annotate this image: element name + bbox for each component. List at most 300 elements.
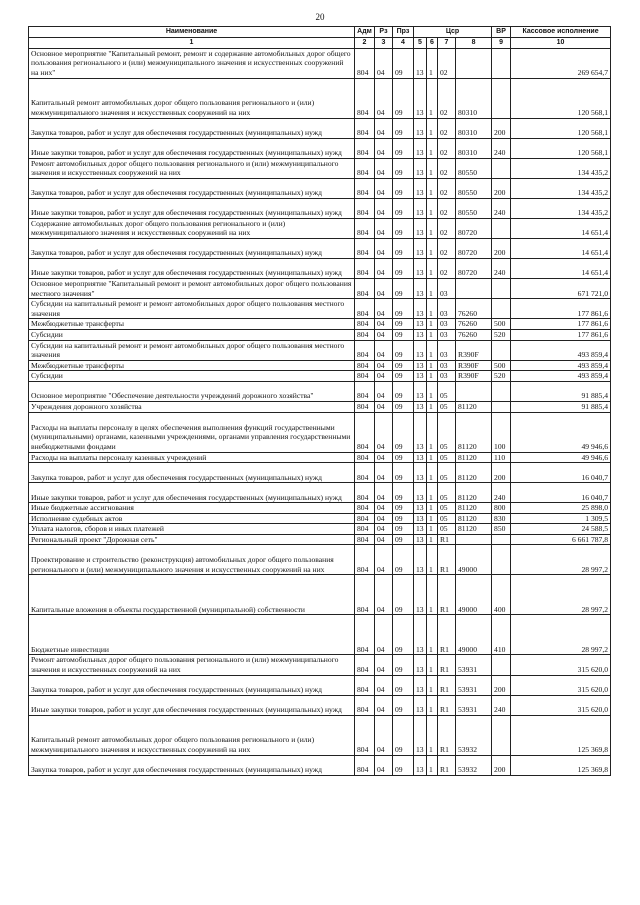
prz-code: 09	[393, 319, 414, 330]
prz-code: 09	[393, 483, 414, 503]
header-cash-execution: Кассовое исполнение	[511, 27, 611, 38]
csr-direction: 49000	[456, 615, 492, 655]
csr-event: 03	[438, 371, 456, 382]
prz-code: 09	[393, 238, 414, 258]
rz-code: 04	[375, 715, 393, 755]
table-row	[29, 319, 611, 330]
table-row	[29, 78, 611, 118]
prz-code: 09	[393, 299, 414, 319]
csr-direction	[456, 381, 492, 401]
adm-code: 804	[355, 452, 375, 463]
row-name: Ремонт автомобильных дорог общего пользования регионального и (или) межмуниципального значения и искусственных сооружений на них	[29, 655, 355, 675]
csr-direction	[456, 48, 492, 78]
vr-code: 240	[492, 258, 511, 278]
csr-event: 03	[438, 329, 456, 340]
csr-program: 13	[414, 503, 427, 514]
csr-direction: 76260	[456, 319, 492, 330]
csr-event: R1	[438, 755, 456, 775]
adm-code: 804	[355, 675, 375, 695]
csr-direction: 80310	[456, 138, 492, 158]
prz-code: 09	[393, 524, 414, 535]
vr-code: 240	[492, 198, 511, 218]
column-number: 4	[393, 38, 414, 49]
vr-code	[492, 545, 511, 575]
csr-direction: 49000	[456, 575, 492, 615]
csr-subprogram: 1	[427, 463, 438, 483]
cash-execution-amount: 177 861,6	[511, 299, 611, 319]
csr-program: 13	[414, 371, 427, 382]
csr-program: 13	[414, 278, 427, 298]
vr-code	[492, 534, 511, 545]
csr-event: R1	[438, 545, 456, 575]
prz-code: 09	[393, 118, 414, 138]
table-row	[29, 655, 611, 675]
csr-subprogram: 1	[427, 329, 438, 340]
csr-subprogram: 1	[427, 340, 438, 360]
csr-subprogram: 1	[427, 755, 438, 775]
cash-execution-amount: 134 435,2	[511, 198, 611, 218]
csr-event: 02	[438, 258, 456, 278]
csr-event: R1	[438, 675, 456, 695]
cash-execution-amount: 315 620,0	[511, 675, 611, 695]
table-row	[29, 381, 611, 401]
table-row	[29, 401, 611, 412]
adm-code: 804	[355, 695, 375, 715]
csr-subprogram: 1	[427, 483, 438, 503]
vr-code: 200	[492, 675, 511, 695]
rz-code: 04	[375, 258, 393, 278]
csr-direction: 81120	[456, 524, 492, 535]
cash-execution-amount: 134 435,2	[511, 178, 611, 198]
vr-code: 410	[492, 615, 511, 655]
csr-event: 02	[438, 138, 456, 158]
table-row	[29, 452, 611, 463]
adm-code: 804	[355, 715, 375, 755]
header-vr: ВР	[492, 27, 511, 38]
cash-execution-amount: 25 898,0	[511, 503, 611, 514]
column-number: 10	[511, 38, 611, 49]
cash-execution-amount: 134 435,2	[511, 158, 611, 178]
header-name: Наименование	[29, 27, 355, 38]
adm-code: 804	[355, 371, 375, 382]
csr-event: 05	[438, 401, 456, 412]
csr-program: 13	[414, 715, 427, 755]
csr-direction: R390F	[456, 371, 492, 382]
cash-execution-amount: 177 861,6	[511, 329, 611, 340]
adm-code: 804	[355, 575, 375, 615]
csr-direction: 81120	[456, 452, 492, 463]
table-row	[29, 715, 611, 755]
prz-code: 09	[393, 278, 414, 298]
vr-code	[492, 655, 511, 675]
csr-event: 03	[438, 340, 456, 360]
header-adm: Адм	[355, 27, 375, 38]
vr-code: 850	[492, 524, 511, 535]
rz-code: 04	[375, 319, 393, 330]
table-row	[29, 695, 611, 715]
cash-execution-amount: 493 859,4	[511, 360, 611, 371]
column-number: 2	[355, 38, 375, 49]
csr-program: 13	[414, 412, 427, 452]
rz-code: 04	[375, 198, 393, 218]
csr-event: 05	[438, 483, 456, 503]
csr-direction: 53932	[456, 715, 492, 755]
cash-execution-amount: 24 588,5	[511, 524, 611, 535]
csr-direction: 81120	[456, 463, 492, 483]
cash-execution-amount: 315 620,0	[511, 695, 611, 715]
csr-direction: 80720	[456, 238, 492, 258]
vr-code: 240	[492, 483, 511, 503]
csr-program: 13	[414, 401, 427, 412]
csr-direction: 80550	[456, 198, 492, 218]
adm-code: 804	[355, 401, 375, 412]
prz-code: 09	[393, 503, 414, 514]
vr-code: 110	[492, 452, 511, 463]
adm-code: 804	[355, 755, 375, 775]
adm-code: 804	[355, 178, 375, 198]
csr-program: 13	[414, 545, 427, 575]
row-name: Расходы на выплаты персоналу казенных учреждений	[29, 452, 355, 463]
prz-code: 09	[393, 138, 414, 158]
row-name: Межбюджетные трансферты	[29, 319, 355, 330]
adm-code: 804	[355, 360, 375, 371]
row-name: Основное мероприятие "Обеспечение деятельности учреждений дорожного хозяйства"	[29, 381, 355, 401]
csr-subprogram: 1	[427, 78, 438, 118]
row-name: Основное мероприятие "Капитальный ремонт, ремонт и содержание автомобильных дорог общего пользования регионального и (или) межмуниципального значения и искусственных сооружений на них"	[29, 48, 355, 78]
adm-code: 804	[355, 655, 375, 675]
csr-program: 13	[414, 319, 427, 330]
csr-subprogram: 1	[427, 278, 438, 298]
vr-code: 200	[492, 463, 511, 483]
vr-code	[492, 158, 511, 178]
table-row	[29, 360, 611, 371]
header-rz: Рз	[375, 27, 393, 38]
adm-code: 804	[355, 615, 375, 655]
vr-code	[492, 340, 511, 360]
csr-subprogram: 1	[427, 238, 438, 258]
prz-code: 09	[393, 198, 414, 218]
csr-program: 13	[414, 463, 427, 483]
csr-event: 05	[438, 452, 456, 463]
column-number: 8	[456, 38, 492, 49]
csr-event: 02	[438, 238, 456, 258]
csr-subprogram: 1	[427, 138, 438, 158]
header-prz: Прз	[393, 27, 414, 38]
csr-subprogram: 1	[427, 48, 438, 78]
csr-direction: 81120	[456, 503, 492, 514]
column-number: 6	[427, 38, 438, 49]
csr-subprogram: 1	[427, 118, 438, 138]
cash-execution-amount: 269 654,7	[511, 48, 611, 78]
table-row	[29, 238, 611, 258]
prz-code: 09	[393, 695, 414, 715]
vr-code: 500	[492, 319, 511, 330]
prz-code: 09	[393, 675, 414, 695]
adm-code: 804	[355, 278, 375, 298]
cash-execution-amount: 91 885,4	[511, 401, 611, 412]
table-row	[29, 158, 611, 178]
csr-subprogram: 1	[427, 412, 438, 452]
rz-code: 04	[375, 513, 393, 524]
csr-event: 03	[438, 360, 456, 371]
row-name: Иные бюджетные ассигнования	[29, 503, 355, 514]
prz-code: 09	[393, 715, 414, 755]
csr-subprogram: 1	[427, 524, 438, 535]
adm-code: 804	[355, 463, 375, 483]
column-number: 1	[29, 38, 355, 49]
csr-program: 13	[414, 299, 427, 319]
rz-code: 04	[375, 575, 393, 615]
csr-event: R1	[438, 715, 456, 755]
csr-event: 03	[438, 319, 456, 330]
adm-code: 804	[355, 329, 375, 340]
row-name: Уплата налогов, сборов и иных платежей	[29, 524, 355, 535]
adm-code: 804	[355, 545, 375, 575]
row-name: Капитальный ремонт автомобильных дорог общего пользования регионального и (или) межмуниципального значения и искусственных сооружений на них	[29, 715, 355, 755]
csr-subprogram: 1	[427, 319, 438, 330]
csr-subprogram: 1	[427, 258, 438, 278]
table-row	[29, 258, 611, 278]
rz-code: 04	[375, 615, 393, 655]
cash-execution-amount: 16 040,7	[511, 483, 611, 503]
row-name: Субсидии	[29, 329, 355, 340]
column-number-row	[29, 38, 611, 49]
csr-subprogram: 1	[427, 575, 438, 615]
vr-code	[492, 278, 511, 298]
row-name: Закупка товаров, работ и услуг для обеспечения государственных (муниципальных) нужд	[29, 675, 355, 695]
row-name: Иные закупки товаров, работ и услуг для обеспечения государственных (муниципальных) нужд	[29, 138, 355, 158]
csr-event: R1	[438, 534, 456, 545]
rz-code: 04	[375, 178, 393, 198]
adm-code: 804	[355, 258, 375, 278]
adm-code: 804	[355, 340, 375, 360]
csr-program: 13	[414, 48, 427, 78]
csr-event: 05	[438, 381, 456, 401]
csr-subprogram: 1	[427, 503, 438, 514]
csr-program: 13	[414, 118, 427, 138]
row-name: Закупка товаров, работ и услуг для обеспечения государственных (муниципальных) нужд	[29, 178, 355, 198]
csr-program: 13	[414, 158, 427, 178]
prz-code: 09	[393, 371, 414, 382]
adm-code: 804	[355, 218, 375, 238]
csr-direction: 81120	[456, 513, 492, 524]
row-name: Расходы на выплаты персоналу в целях обеспечения выполнения функций государственными (муниципальными) органами, казенными учреждениями, органами управления государственными внебюджетными фондами	[29, 412, 355, 452]
cash-execution-amount: 28 997,2	[511, 615, 611, 655]
cash-execution-amount: 16 040,7	[511, 463, 611, 483]
cash-execution-amount: 28 997,2	[511, 545, 611, 575]
row-name: Иные закупки товаров, работ и услуг для обеспечения государственных (муниципальных) нужд	[29, 483, 355, 503]
csr-direction: 80550	[456, 158, 492, 178]
csr-event: R1	[438, 655, 456, 675]
table-row	[29, 329, 611, 340]
csr-event: 02	[438, 178, 456, 198]
table-row	[29, 615, 611, 655]
csr-event: 02	[438, 158, 456, 178]
adm-code: 804	[355, 138, 375, 158]
csr-direction: 81120	[456, 412, 492, 452]
vr-code: 200	[492, 238, 511, 258]
vr-code: 830	[492, 513, 511, 524]
prz-code: 09	[393, 78, 414, 118]
cash-execution-amount: 49 946,6	[511, 412, 611, 452]
csr-subprogram: 1	[427, 401, 438, 412]
csr-direction: 80720	[456, 258, 492, 278]
table-row	[29, 524, 611, 535]
csr-event: R1	[438, 695, 456, 715]
table-row	[29, 340, 611, 360]
row-name: Проектирование и строительство (реконструкция) автомобильных дорог общего пользования регионального и (или) межмуниципального значения и искусственных сооружений на них	[29, 545, 355, 575]
page-number: 20	[315, 12, 325, 22]
prz-code: 09	[393, 655, 414, 675]
csr-direction: 81120	[456, 401, 492, 412]
prz-code: 09	[393, 158, 414, 178]
adm-code: 804	[355, 483, 375, 503]
vr-code: 200	[492, 118, 511, 138]
csr-program: 13	[414, 360, 427, 371]
vr-code: 520	[492, 371, 511, 382]
row-name: Субсидии на капитальный ремонт и ремонт автомобильных дорог общего пользования местного значения	[29, 299, 355, 319]
cash-execution-amount: 28 997,2	[511, 575, 611, 615]
csr-program: 13	[414, 675, 427, 695]
csr-event: R1	[438, 575, 456, 615]
table-row	[29, 299, 611, 319]
csr-direction: R390F	[456, 360, 492, 371]
csr-direction: 80310	[456, 118, 492, 138]
row-name: Иные закупки товаров, работ и услуг для обеспечения государственных (муниципальных) нужд	[29, 258, 355, 278]
csr-subprogram: 1	[427, 371, 438, 382]
csr-program: 13	[414, 655, 427, 675]
adm-code: 804	[355, 238, 375, 258]
csr-subprogram: 1	[427, 299, 438, 319]
csr-subprogram: 1	[427, 534, 438, 545]
csr-direction: 53931	[456, 655, 492, 675]
csr-program: 13	[414, 340, 427, 360]
cash-execution-amount: 14 651,4	[511, 238, 611, 258]
rz-code: 04	[375, 138, 393, 158]
csr-event: 03	[438, 299, 456, 319]
csr-subprogram: 1	[427, 695, 438, 715]
table-row	[29, 218, 611, 238]
cash-execution-amount: 14 651,4	[511, 218, 611, 238]
rz-code: 04	[375, 299, 393, 319]
rz-code: 04	[375, 78, 393, 118]
vr-code: 520	[492, 329, 511, 340]
row-name: Основное мероприятие "Капитальный ремонт и ремонт автомобильных дорог общего пользования местного значения"	[29, 278, 355, 298]
csr-event: 05	[438, 503, 456, 514]
vr-code: 500	[492, 360, 511, 371]
prz-code: 09	[393, 463, 414, 483]
cash-execution-amount: 14 651,4	[511, 258, 611, 278]
csr-event: 03	[438, 278, 456, 298]
row-name: Субсидии на капитальный ремонт и ремонт автомобильных дорог общего пользования местного значения	[29, 340, 355, 360]
csr-event: 02	[438, 198, 456, 218]
vr-code	[492, 381, 511, 401]
csr-program: 13	[414, 615, 427, 655]
row-name: Исполнение судебных актов	[29, 513, 355, 524]
row-name: Закупка товаров, работ и услуг для обеспечения государственных (муниципальных) нужд	[29, 238, 355, 258]
adm-code: 804	[355, 198, 375, 218]
row-name: Бюджетные инвестиции	[29, 615, 355, 655]
row-name: Капитальные вложения в объекты государственной (муниципальной) собственности	[29, 575, 355, 615]
csr-event: 02	[438, 118, 456, 138]
csr-program: 13	[414, 513, 427, 524]
csr-subprogram: 1	[427, 381, 438, 401]
table-row	[29, 675, 611, 695]
csr-direction: 76260	[456, 299, 492, 319]
csr-program: 13	[414, 452, 427, 463]
csr-event: 02	[438, 48, 456, 78]
rz-code: 04	[375, 329, 393, 340]
table-row	[29, 48, 611, 78]
row-name: Межбюджетные трансферты	[29, 360, 355, 371]
rz-code: 04	[375, 755, 393, 775]
row-name: Капитальный ремонт автомобильных дорог общего пользования регионального и (или) межмуниципального значения и искусственных сооружений на них	[29, 78, 355, 118]
table-row	[29, 534, 611, 545]
prz-code: 09	[393, 48, 414, 78]
csr-program: 13	[414, 198, 427, 218]
csr-program: 13	[414, 138, 427, 158]
csr-program: 13	[414, 534, 427, 545]
csr-program: 13	[414, 524, 427, 535]
adm-code: 804	[355, 503, 375, 514]
table-row	[29, 278, 611, 298]
header-row	[29, 27, 611, 38]
column-number: 9	[492, 38, 511, 49]
csr-program: 13	[414, 258, 427, 278]
prz-code: 09	[393, 178, 414, 198]
cash-execution-amount: 1 309,5	[511, 513, 611, 524]
rz-code: 04	[375, 360, 393, 371]
csr-direction: 53932	[456, 755, 492, 775]
adm-code: 804	[355, 158, 375, 178]
vr-code: 200	[492, 755, 511, 775]
csr-subprogram: 1	[427, 198, 438, 218]
csr-program: 13	[414, 238, 427, 258]
cash-execution-amount: 91 885,4	[511, 381, 611, 401]
cash-execution-amount: 120 568,1	[511, 138, 611, 158]
csr-direction	[456, 278, 492, 298]
rz-code: 04	[375, 655, 393, 675]
csr-direction: 80720	[456, 218, 492, 238]
vr-code: 800	[492, 503, 511, 514]
table-row	[29, 178, 611, 198]
adm-code: 804	[355, 78, 375, 118]
table-row	[29, 755, 611, 775]
table-row	[29, 503, 611, 514]
vr-code: 200	[492, 178, 511, 198]
prz-code: 09	[393, 340, 414, 360]
rz-code: 04	[375, 483, 393, 503]
rz-code: 04	[375, 278, 393, 298]
csr-direction: 81120	[456, 483, 492, 503]
row-name: Ремонт автомобильных дорог общего пользования регионального и (или) межмуниципального значения и искусственных сооружений на них	[29, 158, 355, 178]
csr-subprogram: 1	[427, 218, 438, 238]
prz-code: 09	[393, 545, 414, 575]
csr-direction: 76260	[456, 329, 492, 340]
csr-direction: 49000	[456, 545, 492, 575]
csr-subprogram: 1	[427, 178, 438, 198]
adm-code: 804	[355, 381, 375, 401]
csr-subprogram: 1	[427, 675, 438, 695]
row-name: Региональный проект "Дорожная сеть"	[29, 534, 355, 545]
csr-event: 05	[438, 412, 456, 452]
vr-code	[492, 218, 511, 238]
adm-code: 804	[355, 524, 375, 535]
row-name: Иные закупки товаров, работ и услуг для обеспечения государственных (муниципальных) нужд	[29, 198, 355, 218]
vr-code	[492, 48, 511, 78]
table-row	[29, 198, 611, 218]
rz-code: 04	[375, 48, 393, 78]
